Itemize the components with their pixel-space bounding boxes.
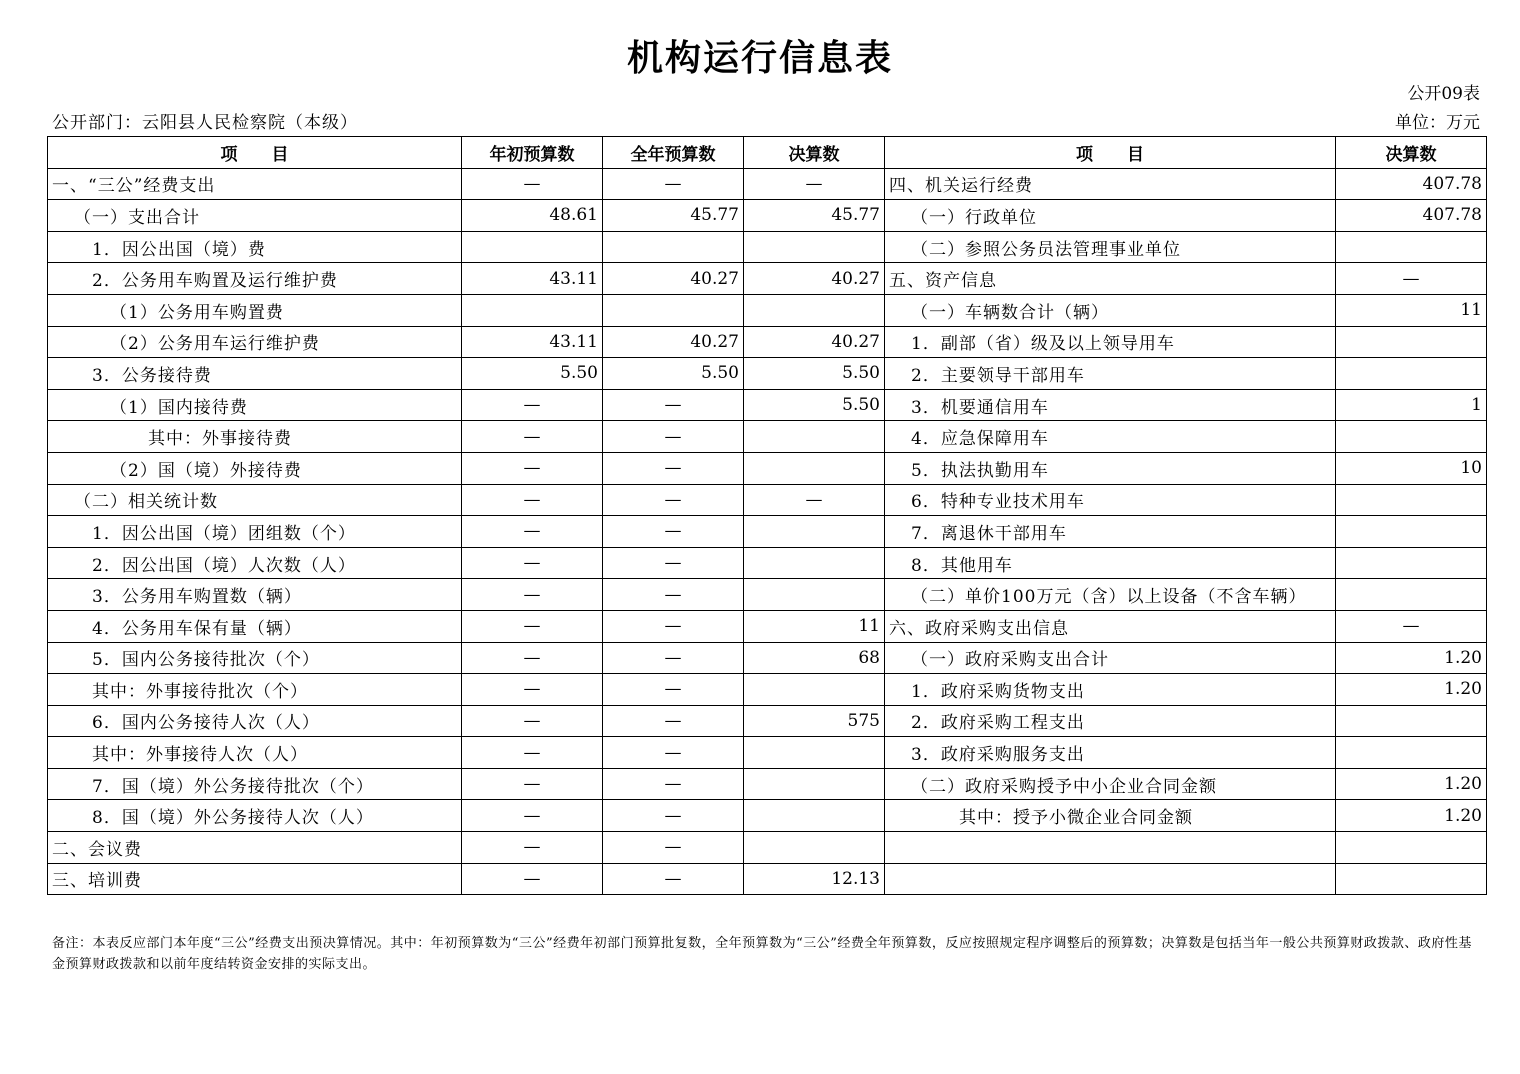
table-row <box>48 389 1487 421</box>
row-final-left <box>744 231 885 263</box>
header-final-left: 决算数 <box>744 137 885 169</box>
row-initial-budget: — <box>462 642 603 674</box>
row-item-left: 一、“三公”经费支出 <box>48 168 462 200</box>
row-initial-budget: — <box>462 389 603 421</box>
row-final-left <box>744 832 885 864</box>
row-initial-budget: — <box>462 610 603 642</box>
row-final-right: — <box>1336 263 1487 295</box>
row-item-right: 7．离退休干部用车 <box>885 516 1336 548</box>
row-full-year-budget: — <box>603 642 744 674</box>
row-final-left: 11 <box>744 610 885 642</box>
page-title: 机构运行信息表 <box>626 38 893 79</box>
row-final-left <box>744 768 885 800</box>
row-item-right: 4．应急保障用车 <box>885 421 1336 453</box>
row-full-year-budget: — <box>603 579 744 611</box>
header-initial-budget: 年初预算数 <box>462 137 603 169</box>
table-row <box>48 452 1487 484</box>
table-row <box>48 768 1487 800</box>
row-item-right: 其中：授予小微企业合同金额 <box>885 800 1336 832</box>
row-item-right: （一）行政单位 <box>885 200 1336 232</box>
row-final-left: 12.13 <box>744 863 885 895</box>
row-full-year-budget: — <box>603 705 744 737</box>
header-item-right: 项 目 <box>885 137 1336 169</box>
row-initial-budget: — <box>462 484 603 516</box>
info-table <box>47 136 1487 895</box>
row-item-left: 2．因公出国（境）人次数（人） <box>48 547 462 579</box>
row-initial-budget: — <box>462 168 603 200</box>
row-final-left: 40.27 <box>744 326 885 358</box>
row-final-right: 1.20 <box>1336 642 1487 674</box>
row-initial-budget: — <box>462 516 603 548</box>
row-final-right <box>1336 547 1487 579</box>
row-final-left <box>744 737 885 769</box>
row-final-right <box>1336 231 1487 263</box>
row-item-left: 三、培训费 <box>48 863 462 895</box>
table-row <box>48 168 1487 200</box>
department-label: 公开部门：云阳县人民检察院（本级） <box>52 113 358 133</box>
row-item-left: （二）相关统计数 <box>48 484 462 516</box>
row-final-left: 5.50 <box>744 389 885 421</box>
row-final-right: — <box>1336 610 1487 642</box>
row-initial-budget <box>462 231 603 263</box>
row-item-right: 五、资产信息 <box>885 263 1336 295</box>
row-final-right: 1.20 <box>1336 800 1487 832</box>
row-initial-budget: — <box>462 452 603 484</box>
row-final-left: 45.77 <box>744 200 885 232</box>
row-full-year-budget: — <box>603 484 744 516</box>
row-full-year-budget: — <box>603 674 744 706</box>
row-final-left: 5.50 <box>744 358 885 390</box>
row-final-right <box>1336 705 1487 737</box>
row-final-right <box>1336 421 1487 453</box>
row-final-right <box>1336 484 1487 516</box>
row-final-right <box>1336 737 1487 769</box>
row-full-year-budget: 5.50 <box>603 358 744 390</box>
table-row <box>48 579 1487 611</box>
table-row <box>48 200 1487 232</box>
table-header-row <box>48 137 1487 169</box>
row-item-right: （二）单价100万元（含）以上设备（不含车辆） <box>885 579 1336 611</box>
row-full-year-budget: — <box>603 389 744 421</box>
table-row <box>48 674 1487 706</box>
row-item-right: （二）政府采购授予中小企业合同金额 <box>885 768 1336 800</box>
row-full-year-budget: — <box>603 800 744 832</box>
row-item-left: （1）公务用车购置费 <box>48 294 462 326</box>
row-item-right: （一）政府采购支出合计 <box>885 642 1336 674</box>
row-item-left: 1．因公出国（境）团组数（个） <box>48 516 462 548</box>
row-full-year-budget: 40.27 <box>603 263 744 295</box>
table-row <box>48 294 1487 326</box>
table-row <box>48 547 1487 579</box>
row-final-left: 68 <box>744 642 885 674</box>
table-row <box>48 863 1487 895</box>
table-row <box>48 516 1487 548</box>
header-final-right: 决算数 <box>1336 137 1487 169</box>
row-item-left: （一）支出合计 <box>48 200 462 232</box>
row-final-right: 407.78 <box>1336 200 1487 232</box>
row-final-left <box>744 294 885 326</box>
row-final-left <box>744 547 885 579</box>
row-final-right: 1.20 <box>1336 768 1487 800</box>
row-final-right <box>1336 579 1487 611</box>
row-full-year-budget: — <box>603 610 744 642</box>
row-item-right: 5．执法执勤用车 <box>885 452 1336 484</box>
row-final-left <box>744 800 885 832</box>
row-item-left: 2．公务用车购置及运行维护费 <box>48 263 462 295</box>
row-item-right <box>885 863 1336 895</box>
row-initial-budget: — <box>462 832 603 864</box>
row-item-left: （2）公务用车运行维护费 <box>48 326 462 358</box>
row-final-left <box>744 579 885 611</box>
row-item-right: 2．主要领导干部用车 <box>885 358 1336 390</box>
table-row <box>48 326 1487 358</box>
table-number: 公开09表 <box>1407 84 1480 104</box>
row-initial-budget: 48.61 <box>462 200 603 232</box>
footnote: 备注：本表反应部门本年度“三公”经费支出预决算情况。其中：年初预算数为“三公”经费年初部门预算批复数，全年预算数为“三公”经费全年预算数，反应按照规定程序调整后的预算数；决算数是包括当年一般公共预算财政拨款、政府性基金预算财政拨款和以前年度结转资金安排的实际支出。 <box>52 936 1472 972</box>
row-item-left: 1．因公出国（境）费 <box>48 231 462 263</box>
table-row <box>48 832 1487 864</box>
row-full-year-budget: — <box>603 832 744 864</box>
table-row <box>48 705 1487 737</box>
row-item-right: 8．其他用车 <box>885 547 1336 579</box>
row-item-left: 4．公务用车保有量（辆） <box>48 610 462 642</box>
table-row <box>48 421 1487 453</box>
row-item-left: 6．国内公务接待人次（人） <box>48 705 462 737</box>
row-final-right <box>1336 863 1487 895</box>
unit-label: 单位：万元 <box>1395 113 1480 133</box>
row-item-right: 四、机关运行经费 <box>885 168 1336 200</box>
row-final-right <box>1336 326 1487 358</box>
row-initial-budget <box>462 294 603 326</box>
row-item-left: 其中：外事接待批次（个） <box>48 674 462 706</box>
row-final-right: 1 <box>1336 389 1487 421</box>
row-initial-budget: 43.11 <box>462 263 603 295</box>
header-full-year-budget: 全年预算数 <box>603 137 744 169</box>
row-full-year-budget: — <box>603 168 744 200</box>
row-full-year-budget: — <box>603 737 744 769</box>
row-initial-budget: — <box>462 579 603 611</box>
row-full-year-budget: — <box>603 863 744 895</box>
row-initial-budget: 5.50 <box>462 358 603 390</box>
table-row <box>48 642 1487 674</box>
row-initial-budget: — <box>462 547 603 579</box>
row-final-right: 11 <box>1336 294 1487 326</box>
row-item-right <box>885 832 1336 864</box>
table-row <box>48 610 1487 642</box>
row-final-left <box>744 674 885 706</box>
row-item-left: 二、会议费 <box>48 832 462 864</box>
row-initial-budget: — <box>462 768 603 800</box>
row-item-left: 其中：外事接待费 <box>48 421 462 453</box>
row-final-right <box>1336 832 1487 864</box>
row-full-year-budget: — <box>603 452 744 484</box>
table-row <box>48 231 1487 263</box>
row-item-right: 六、政府采购支出信息 <box>885 610 1336 642</box>
row-full-year-budget: — <box>603 421 744 453</box>
row-item-left: 7．国（境）外公务接待批次（个） <box>48 768 462 800</box>
row-full-year-budget: — <box>603 768 744 800</box>
row-final-left: 575 <box>744 705 885 737</box>
header-item-left: 项 目 <box>48 137 462 169</box>
row-item-left: （2）国（境）外接待费 <box>48 452 462 484</box>
table-row <box>48 358 1487 390</box>
table-row <box>48 263 1487 295</box>
row-final-right <box>1336 516 1487 548</box>
row-full-year-budget <box>603 231 744 263</box>
row-full-year-budget <box>603 294 744 326</box>
row-initial-budget: — <box>462 737 603 769</box>
row-item-right: 1．副部（省）级及以上领导用车 <box>885 326 1336 358</box>
row-initial-budget: — <box>462 863 603 895</box>
row-final-left: — <box>744 168 885 200</box>
row-item-left: 5．国内公务接待批次（个） <box>48 642 462 674</box>
row-item-right: 6．特种专业技术用车 <box>885 484 1336 516</box>
row-item-right: 3．机要通信用车 <box>885 389 1336 421</box>
table-row <box>48 800 1487 832</box>
row-final-left: — <box>744 484 885 516</box>
row-initial-budget: — <box>462 421 603 453</box>
table-row <box>48 484 1487 516</box>
row-initial-budget: — <box>462 674 603 706</box>
row-item-right: （一）车辆数合计（辆） <box>885 294 1336 326</box>
row-final-left <box>744 421 885 453</box>
row-item-left: 3．公务接待费 <box>48 358 462 390</box>
row-final-left: 40.27 <box>744 263 885 295</box>
row-initial-budget: — <box>462 800 603 832</box>
row-final-right: 407.78 <box>1336 168 1487 200</box>
row-item-left: 8．国（境）外公务接待人次（人） <box>48 800 462 832</box>
row-final-left <box>744 516 885 548</box>
row-full-year-budget: — <box>603 516 744 548</box>
row-item-right: 1．政府采购货物支出 <box>885 674 1336 706</box>
row-final-right: 1.20 <box>1336 674 1487 706</box>
row-full-year-budget: — <box>603 547 744 579</box>
row-final-right: 10 <box>1336 452 1487 484</box>
row-final-right <box>1336 358 1487 390</box>
table-row <box>48 737 1487 769</box>
row-item-left: 3．公务用车购置数（辆） <box>48 579 462 611</box>
row-full-year-budget: 40.27 <box>603 326 744 358</box>
row-final-left <box>744 452 885 484</box>
row-initial-budget: — <box>462 705 603 737</box>
row-full-year-budget: 45.77 <box>603 200 744 232</box>
row-item-right: 2．政府采购工程支出 <box>885 705 1336 737</box>
row-item-right: 3．政府采购服务支出 <box>885 737 1336 769</box>
row-item-left: （1）国内接待费 <box>48 389 462 421</box>
row-initial-budget: 43.11 <box>462 326 603 358</box>
row-item-left: 其中：外事接待人次（人） <box>48 737 462 769</box>
row-item-right: （二）参照公务员法管理事业单位 <box>885 231 1336 263</box>
